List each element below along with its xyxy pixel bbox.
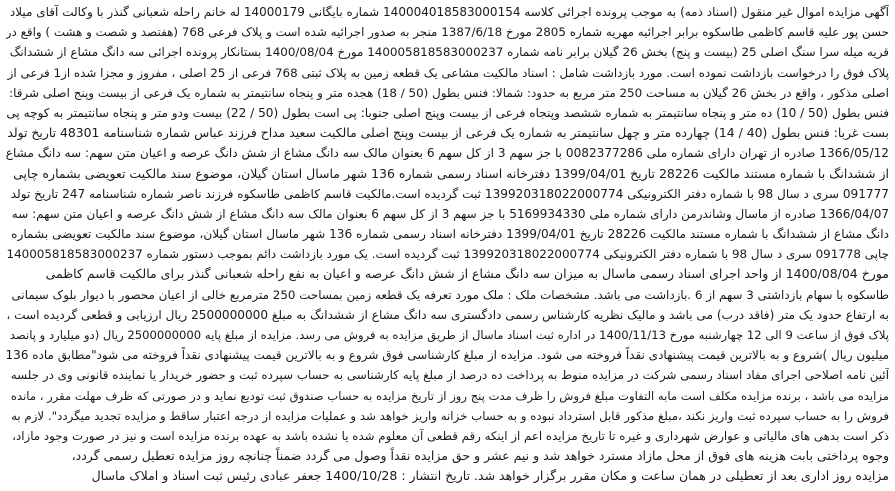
notice-text-line: ذکر است بدهی های مالیاتی و عوارض شهرداری و غیره تا تاریخ مزایده اعم از اینکه رقم قطعی آن معلوم شده یا نشده باشد به عهده برنده مزایده است و نیز در صورت وجود مازاد، xyxy=(12,428,889,443)
notice-text-line: فنس بطول (50 / 10) ده متر و پنجاه سانتیمتر به شماره ششصد وپنجاه فرعی از بیست وپنج اصلی جنوبا: پی است بطول (50 / 22) بیست ودو متر و پنجاه سانتیمتر به کوچه پی xyxy=(6,105,889,120)
notice-text-line: از ششدانگ با شماره مستند مالکیت 28226 تاریخ 1399/04/01 دفترخانه اسناد رسمی شماره 136 شهر ماسال استان گیلان، موضوع سند مالکیت تعویضی بشماره چاپی xyxy=(13,165,889,181)
notice-text-line: قریه میله سرا سنگ اصلی 25 (بیست و پنج) بخش 26 گیلان برابر نامه شماره 140005818583000237 مورخ 1400/08/04 بستانکار پرونده اجرائی سه دانگ مشاع از ششدانگ xyxy=(9,45,889,60)
notice-text-line: مورخ 1400/08/04 از واحد اجرای اسناد رسمی ماسال به میزان سه دانگ مشاع از شش دانگ عرصه و اعیان به نفع راحله شعبانی گنذر برای مالکیت قاسم کاظمی xyxy=(45,266,889,282)
notice-text-line: فروش را به حساب سپرده ثبت واریز نکند ،مبلغ مذکور قابل استرداد نبوده و به حساب خزانه واریز خواهد شد و عملیات مزایده از درجه اعتبار ساقط و مزایده تجدید میگردد". لازم به xyxy=(11,408,889,423)
notice-text-line: آگهی مزایده اموال غیر منقول (اسناد ذمه) به موجب پرونده اجرائی کلاسه 140004018583000154 شماره بایگانی 14000179 له خانم راحله شعبانی گنذر با وکالت آقای میلاد xyxy=(9,5,889,19)
notice-text-line: به ارتفاع حدود یک متر (فاقد درب) می باشد و مالیک نظریه کارشناس رسمی دادگستری سه دانگ مشاع از ششدانگ به مبلغ 2500000000 ریال ارزیابی و قطعی گردیده است ، xyxy=(6,307,889,322)
notice-text-line: دانگ مشاع از ششدانگ با شماره مستند مالکیت 28226 تاریخ 1399/04/01 دفترخانه اسناد رسمی شماره 136 شهر ماسال استان گیلان، موضوع سند مالکیت تعویضی بشماره xyxy=(11,227,889,242)
notice-text-line: حسن پور علیه قاسم کاظمی طاسکوه برابر اجرائیه مهریه شماره 2805 مورخ 1387/6/18 منجر به صدور اجرائیه شده است و پلاک فرعی 768 (هفتصد و شصت و هشت ) واقع در xyxy=(6,25,889,40)
notice-text-line: مزایده می باشد ، برنده مزایده مکلف است مابه التفاوت مبلغ فروش را ظرف مدت پنج روز از تاریخ مزایده به حساب صندوق ثبت تودیع نماید و در صورتی که ظرف مهلت مقرر ، مانده xyxy=(10,388,889,403)
notice-text-line: طاسکوه با سهام بازداشتی 3 سهم از 6 .بازداشت می باشد. مشخصات ملک : ملک مورد تعرفه یک قطعه زمین بمساحت 250 مترمربع خالی از اعیان محصور با دیوار بلوک سیمانی xyxy=(11,287,889,302)
notice-text-line: پلاک فوق از ساعت 9 الی 12 چهارشنبه مورخ 1400/11/13 در اداره ثبت اسناد ماسال از طریق مزایده به فروش می رسد. مزایده از مبلغ پایه 2500000000 ریال (دو میلیارد و پانصد xyxy=(9,328,889,342)
notice-text-line: چاپی 091778 سری د سال 98 با شماره دفتر الکترونیکی 139920318022000774 ثبت گردیده است. یک مورد بازداشت دائم بموجب دستور شماره 140005818583000237 xyxy=(6,247,889,262)
notice-text-line: بست غربا: فنس بطول (40 / 14) چهارده متر و چهل سانتیمتر به شماره یک فرعی از بیست وپنج اصلی مالکیت سعید مداح فرزند عباس شماره شناسنامه 48301 تاریخ تولد xyxy=(7,125,889,141)
notice-text-line: میلیون ریال )شروع و به بالاترین قیمت پیشنهادی نقداً فروخته می شود. مزایده از مبلغ کارشناسی فوق شروع و به بالاترین قیمت پیشنهادی نقداً فروخته می شود"مطابق ماده 136 xyxy=(6,348,889,363)
notice-text-line: 1366/04/07 صادره از ماسال وشاندرمن دارای شماره ملی 5169934330 با جز سهم 3 از کل سهم 6 بعنوان مالک سه دانگ مشاع از شش دانگ عرصه و اعیان متن سهم: سه xyxy=(11,206,889,221)
notice-text-line: مزایده روز اداری بعد از تعطیلی در همان ساعت و مکان مقرر برگزار خواهد شد. تاریخ انتشار : 1400/10/28 جعفر عبادی رئیس ثبت اسناد و املاک ماسال xyxy=(91,468,889,484)
notice-text-line: اصلی مذکور ، واقع در بخش 26 گیلان به مساحت 250 متر مربع به حدود: شمالا: فنس بطول (50 / 18) هجده متر و پنجاه سانتیمتر به شماره یک فرعی از بیست وپنج اصلی شرقا: xyxy=(9,85,889,100)
notice-text-line: 091777 سری د سال 98 با شماره دفتر الکترونیکی 139920318022000774 ثبت گردیده است.مالکیت قاسم کاظمی طاسکوه فرزند ناصر شماره شناسنامه 247 تاریخ تولد xyxy=(10,186,889,201)
notice-text-line: پلاک فوق را درخواست بازداشت نموده است. مورد بازداشت شامل : اسناد مالکیت مشاعی یک قطعه زمین به پلاک ثبتی 768 فرعی از 25 اصلی ، مفروز و مجزا شده از1 فرعی از xyxy=(7,65,889,80)
notice-text-line: 1366/05/12 صادره از تهران دارای شماره ملی 0082377286 با جز سهم 3 از کل سهم 6 بعنوان مالک سه دانگ مشاع از شش دانگ عرصه و اعیان متن سهم: سه دانگ مشاع xyxy=(6,146,889,161)
notice-text-line: وجوه پرداختی بابت هزینه های فوق از محل مازاد مسترد خواهد شد و نیم عشر و حق مزایده نقداً وصول می گردد ضمناً چنانچه روز مزایده تعطیل رسمی گردد، xyxy=(71,448,889,464)
notice-text-line: آئین نامه اصلاحی اجرای مفاد اسناد رسمی شرکت در مزایده منوط به پرداخت ده درصد از مبلغ پایه کارشناسی به حساب سپرده ثبت و حضور خریدار یا نماینده قانونی وی در جلسه xyxy=(10,368,889,383)
